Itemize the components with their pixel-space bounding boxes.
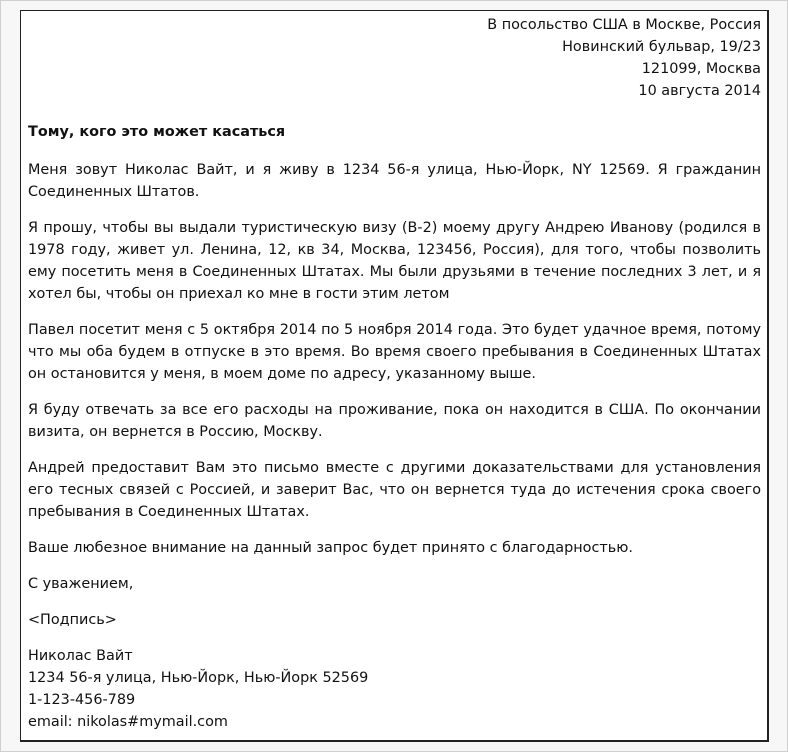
sender-block: [28, 645, 761, 733]
signature-placeholder: <Подпись>: [28, 612, 117, 628]
sender-email: email: nikolas#mymail.com: [28, 714, 228, 730]
closing: С уважением,: [28, 576, 134, 592]
sender-name: Николас Вайт: [28, 648, 133, 664]
paragraph-thanks: Ваше любезное внимание на данный запрос будет принято с благодарностью.: [28, 540, 633, 556]
address-line-city: 121099, Москва: [641, 61, 761, 77]
letter-document: [20, 10, 769, 742]
sender-address: 1234 56-я улица, Нью-Йорк, Нью-Йорк 52569: [28, 670, 369, 686]
address-line-embassy: В посольство США в Москве, Россия: [487, 17, 761, 33]
address-line-street: Новинский бульвар, 19/23: [562, 39, 761, 55]
sender-phone: 1-123-456-789: [28, 692, 136, 708]
recipient-address: [28, 14, 761, 102]
paragraph-visit-dates: Павел посетит меня с 5 октября 2014 по 5 ноября 2014 года. Это будет удачное время, потому что мы оба будем в отпуске в это время. Во время своего пребывания в Соединенных Штатах он остановится у меня, в моем доме по адресу, указанному выше.: [28, 322, 761, 382]
salutation: Тому, кого это может касаться: [28, 124, 286, 140]
paragraph-expenses: Я буду отвечать за все его расходы на проживание, пока он находится в США. По окончании визита, он вернется в Россию, Москву.: [28, 402, 761, 440]
letter-date: 10 августа 2014: [638, 83, 761, 99]
paragraph-ties: Андрей предоставит Вам это письмо вместе с другими доказательствами для установления его тесных связей с Россией, и заверит Вас, что он вернется туда до истечения срока своего пребывания в Соединенных Штатах.: [28, 460, 761, 520]
paragraph-introduction: Меня зовут Николас Вайт, и я живу в 1234 56-я улица, Нью-Йорк, NY 12569. Я гражданин Соединенных Штатов.: [28, 162, 761, 200]
paragraph-request: Я прошу, чтобы вы выдали туристическую визу (B-2) моему другу Андрею Иванову (родился в 1978 году, живет ул. Ленина, 12, кв 34, Москва, 123456, Россия), для того, чтобы позволить ему посетить меня в Соединенных Штатах. Мы были друзьями в течение последних 3 лет, и я хотел бы, чтобы он приехал ко мне в гости этим летом: [28, 220, 761, 302]
